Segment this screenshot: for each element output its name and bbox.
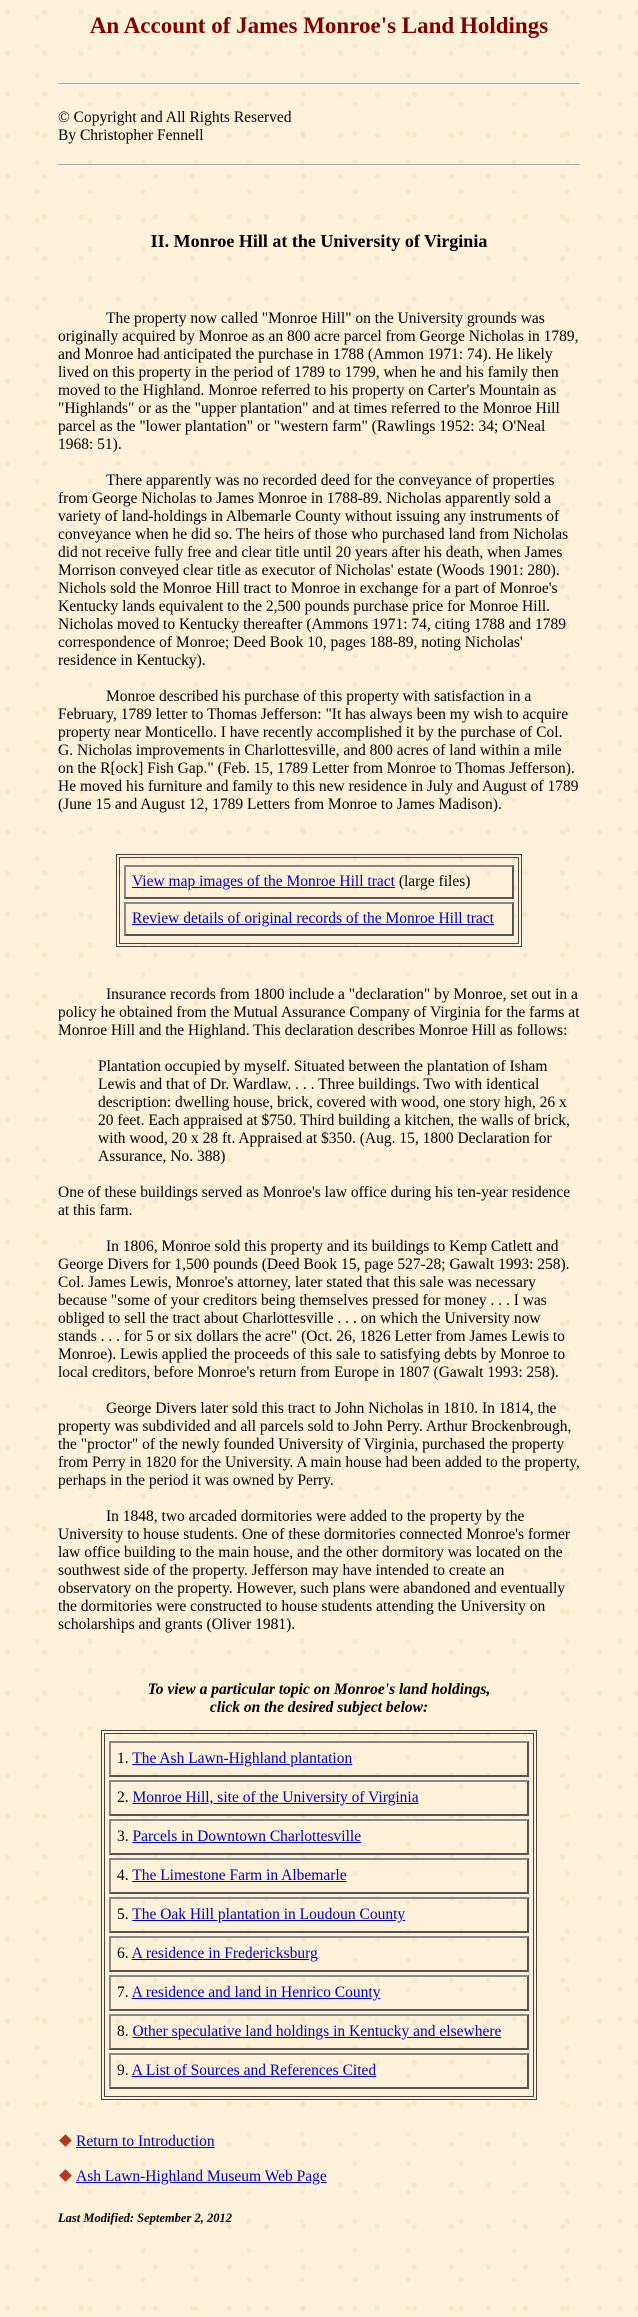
page-title: An Account of James Monroe's Land Holdings bbox=[89, 13, 549, 38]
divider bbox=[58, 164, 580, 166]
topics-heading-line: click on the desired subject below: bbox=[209, 1699, 429, 1716]
last-modified: Last Modified: September 2, 2012 bbox=[58, 2211, 232, 2225]
topic-item bbox=[109, 1975, 529, 2011]
topic-item bbox=[109, 1936, 529, 1972]
topics-menu bbox=[101, 1730, 537, 2100]
paragraph: George Divers later sold this tract to John Nicholas in 1810. In 1814, the property was subdivided and all parcels sold to John Perry. Arthur Brockenbrough, the "proctor" of the newly founded University of Virginia, purchased the property from Perry in 1820 for the University. A main house had been added to the property, perhaps in the period it was owned by Perry. bbox=[58, 1400, 580, 1489]
topic-link[interactable]: The Oak Hill plantation in Loudoun County bbox=[132, 1906, 406, 1923]
topic-number: 1. bbox=[117, 1750, 133, 1767]
topic-number: 6. bbox=[117, 1945, 132, 1962]
topic-link[interactable]: Parcels in Downtown Charlottesville bbox=[132, 1828, 362, 1845]
topic-number: 8. bbox=[117, 2023, 133, 2040]
paragraph: In 1848, two arcaded dormitories were added to the property by the University to house students. One of these dormitories connected Monroe's former law office building to the main house, and the other dormitory was located on the southwest side of the property. Jefferson may have intended to create an observatory on the property. However, such plans were abandoned and eventually the dormitories were constructed to house students attending the University on scholarships and grants (Oliver 1981). bbox=[58, 1508, 571, 1633]
footer-nav bbox=[58, 2133, 580, 2186]
topic-item bbox=[109, 1819, 529, 1855]
original-records-link[interactable]: Review details of original records of the Monroe Hill tract bbox=[132, 910, 494, 927]
topic-number: 5. bbox=[117, 1906, 133, 1923]
divider bbox=[58, 83, 580, 85]
map-link-cell bbox=[124, 865, 514, 899]
section-title: II. Monroe Hill at the University of Virginia bbox=[150, 231, 488, 251]
topic-link[interactable]: A residence in Fredericksburg bbox=[131, 1945, 318, 1962]
topic-item bbox=[109, 1858, 529, 1894]
diamond-bullet-icon bbox=[59, 2169, 72, 2182]
museum-row bbox=[58, 2168, 580, 2186]
paragraph: Monroe described his purchase of this property with satisfaction in a February, 1789 letter to Thomas Jefferson: "It has always been my wish to acquire property near Monticello. I have recently accomplished it by the purchase of Col. G. Nicholas improvements in Charlottesville, and 800 acres of land within a mile on the R[ock] Fish Gap." (Feb. 15, 1789 Letter from Monroe to Thomas Jefferson). He moved his furniture and family to this new residence in July and August of 1789 (June 15 and August 12, 1789 Letters from Monroe to James Madison). bbox=[58, 688, 579, 813]
records-link-cell bbox=[124, 902, 514, 936]
topics-heading bbox=[58, 1681, 580, 1717]
topics-heading-line: To view a particular topic on Monroe's land holdings, bbox=[147, 1681, 491, 1698]
topic-item bbox=[109, 1897, 529, 1933]
declaration-quote: Plantation occupied by myself. Situated between the plantation of Isham Lewis and that of Dr. Wardlaw. . . . Three buildings. Two with identical description: dwelling house, brick, covered with wood, one story high, 26 x 20 feet. Each appraised at $750. Third building a kitchen, the walls of brick, with wood, 20 x 28 ft. Appraised at $350. (Aug. 15, 1800 Declaration for Assurance, No. 388) bbox=[98, 1058, 570, 1165]
paragraph: One of these buildings served as Monroe's law office during his ten-year residence at this farm. bbox=[58, 1184, 571, 1219]
topic-number: 3. bbox=[117, 1828, 133, 1845]
records-links-box bbox=[116, 854, 522, 947]
map-link-note: (large files) bbox=[394, 873, 471, 890]
topic-item bbox=[109, 1780, 529, 1816]
copyright-line: © Copyright and All Rights Reserved bbox=[58, 109, 292, 126]
topic-number: 2. bbox=[117, 1789, 133, 1806]
topic-link[interactable]: The Limestone Farm in Albemarle bbox=[132, 1867, 347, 1884]
author-line: By Christopher Fennell bbox=[58, 127, 204, 144]
topic-item bbox=[109, 2053, 529, 2089]
paragraph: There apparently was no recorded deed for the conveyance of properties from George Nicholas to James Monroe in 1788-89. Nicholas apparently sold a variety of land-holdings in Albemarle County without issuing any instruments of conveyance when he did so. The heirs of those who purchased land from Nicholas did not receive fully free and clear title until 20 years after his death, when James Morrison conveyed clear title as executor of Nicholas' estate (Woods 1901: 280). Nichols sold the Monroe Hill tract to Monroe in exchange for a part of Monroe's Kentucky lands equivalent to the 2,500 pounds purchase price for Monroe Hill. Nicholas moved to Kentucky thereafter (Ammons 1971: 74, citing 1788 and 1789 correspondence of Monroe; Deed Book 10, pages 188-89, noting Nicholas' residence in Kentucky). bbox=[58, 472, 569, 669]
topic-link[interactable]: A residence and land in Henrico County bbox=[131, 1984, 381, 2001]
paragraph: In 1806, Monroe sold this property and its buildings to Kemp Catlett and George Divers for 1,500 pounds (Deed Book 15, page 527-28; Gawalt 1993: 258). Col. James Lewis, Monroe's attorney, later stated that this sale was necessary because "some of your creditors being themselves pressed for money . . . I was obliged to sell the tract about Charlottesville . . . on which the University now stands . . . for 5 or six dollars the acre" (Oct. 26, 1826 Letter from James Lewis to Monroe). Lewis applied the proceeds of this sale to satisfying debts by Monroe to local creditors, before Monroe's return from Europe in 1807 (Gawalt 1993: 258). bbox=[58, 1238, 570, 1381]
diamond-bullet-icon bbox=[59, 2134, 72, 2147]
topic-link[interactable]: Monroe Hill, site of the University of Virginia bbox=[132, 1789, 419, 1806]
topic-item bbox=[109, 2014, 529, 2050]
topic-link[interactable]: The Ash Lawn-Highland plantation bbox=[132, 1750, 353, 1767]
return-row bbox=[58, 2133, 580, 2151]
topic-number: 4. bbox=[117, 1867, 133, 1884]
copyright-block bbox=[58, 109, 580, 145]
museum-link[interactable]: Ash Lawn-Highland Museum Web Page bbox=[76, 2168, 327, 2185]
paragraph: Insurance records from 1800 include a "declaration" by Monroe, set out in a policy he obtained from the Mutual Assurance Company of Virginia for the farms at Monroe Hill and the Highland. This declaration describes Monroe Hill as follows: bbox=[58, 986, 580, 1039]
topic-number: 9. bbox=[117, 2062, 132, 2079]
topic-link[interactable]: Other speculative land holdings in Kentucky and elsewhere bbox=[132, 2023, 502, 2040]
topic-link[interactable]: A List of Sources and References Cited bbox=[131, 2062, 377, 2079]
paragraph: The property now called "Monroe Hill" on the University grounds was originally acquired by Monroe as an 800 acre parcel from George Nicholas in 1789, and Monroe had anticipated the purchase in 1788 (Ammon 1971: 74). He likely lived on this property in the period of 1789 to 1799, when he and his family then moved to the Highland. Monroe referred to his property on Carter's Mountain as "Highlands" or as the "upper plantation" and at times referred to the Monroe Hill parcel as the "lower plantation" or "western farm" (Rawlings 1952: 34; O'Neal 1968: 51). bbox=[58, 310, 579, 453]
map-images-link[interactable]: View map images of the Monroe Hill tract bbox=[132, 873, 395, 890]
return-link[interactable]: Return to Introduction bbox=[76, 2133, 215, 2150]
topic-item bbox=[109, 1741, 529, 1777]
topic-number: 7. bbox=[117, 1984, 132, 2001]
